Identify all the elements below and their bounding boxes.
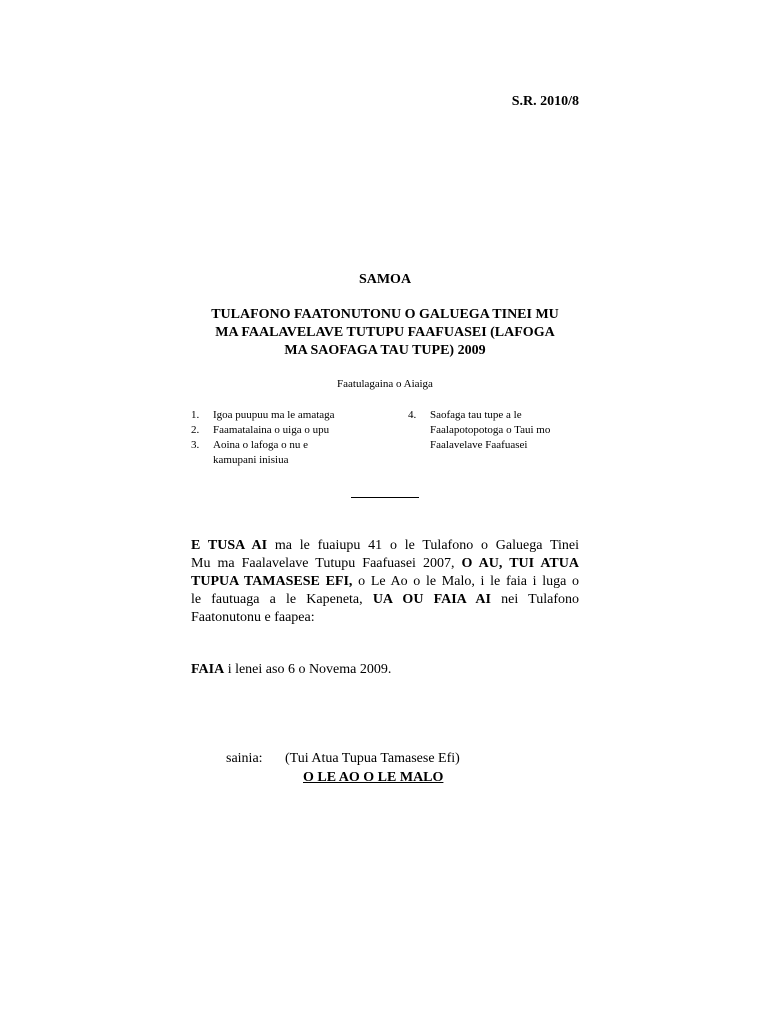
toc-item: [191, 438, 386, 468]
country-heading: SAMOA: [358, 272, 412, 287]
preamble-text: Mu ma Faalavelave Tutupu Faafuasei 2007,: [191, 556, 462, 571]
toc-item-line: Igoa puupuu ma le amataga: [213, 409, 335, 421]
preamble-text: Faatonutonu e faapea:: [191, 610, 315, 625]
made-label: FAIA: [191, 662, 225, 677]
toc-item-text: [430, 408, 588, 453]
preamble-line: [191, 537, 579, 555]
preamble-text: o Le Ao o le Malo, i le faia i luga o: [352, 574, 580, 589]
title-line-2: MA FAALAVELAVE TUTUPU FAAFUASEI (LAFOGA: [215, 325, 555, 340]
preamble-text: le fautuaga a le Kapeneta,: [191, 592, 373, 607]
preamble-text: nei Tulafono: [490, 592, 579, 607]
preamble-text: ma le fuaiupu 41 o le Tulafono o Galuega Tinei: [267, 538, 579, 553]
preamble-line: [191, 609, 579, 627]
made-date-text: i lenei aso 6 o Novema 2009.: [224, 662, 392, 677]
toc-item-number: 1.: [191, 409, 200, 421]
preamble-emphasis: UA OU FAIA AI: [372, 592, 491, 607]
enacting-preamble: [191, 537, 579, 627]
preamble-line: [191, 591, 579, 609]
toc-item-text: [213, 423, 386, 438]
toc-item: [408, 408, 588, 453]
toc-left-column: [191, 408, 386, 468]
document-title: [190, 306, 580, 360]
title-line-3: MA SAOFAGA TAU TUPE) 2009: [284, 343, 486, 358]
preamble-line: [191, 555, 579, 573]
toc-item-number: 4.: [408, 409, 417, 421]
toc-item-line: Faamatalaina o uiga o upu: [213, 424, 330, 436]
preamble-line: [191, 573, 579, 591]
toc-right-column: [408, 408, 588, 453]
signer-name: (Tui Atua Tupua Tamasese Efi): [285, 751, 460, 766]
toc-item: [191, 408, 386, 423]
preamble-emphasis: O AU, TUI ATUA: [461, 556, 579, 571]
toc-item-line: Saofaga tau tupe a le: [430, 409, 522, 421]
toc-item-text: [213, 408, 386, 423]
toc-item-number: 3.: [191, 439, 200, 451]
made-date-line: [191, 662, 391, 678]
preamble-emphasis: TUPUA TAMASESE EFI,: [191, 574, 353, 589]
toc-item-line: Faalapotopotoga o Taui mo: [430, 424, 551, 436]
toc-item: [191, 423, 386, 438]
toc-heading: Faatulagaina o Aiaiga: [337, 378, 433, 390]
toc-item-line: Faalavelave Faafuasei: [430, 439, 528, 451]
signer-title: O LE AO O LE MALO: [303, 770, 444, 785]
toc-item-number: 2.: [191, 424, 200, 436]
regulation-reference: S.R. 2010/8: [511, 94, 579, 109]
title-line-1: TULAFONO FAATONUTONU O GALUEGA TINEI MU: [211, 307, 559, 322]
section-divider: [351, 497, 419, 498]
toc-item-text: [213, 438, 386, 468]
toc-item-line: kamupani inisiua: [213, 454, 289, 466]
signature-label: sainia:: [226, 751, 263, 766]
preamble-emphasis: E TUSA AI: [191, 538, 268, 553]
toc-item-line: Aoina o lafoga o nu e: [213, 439, 308, 451]
